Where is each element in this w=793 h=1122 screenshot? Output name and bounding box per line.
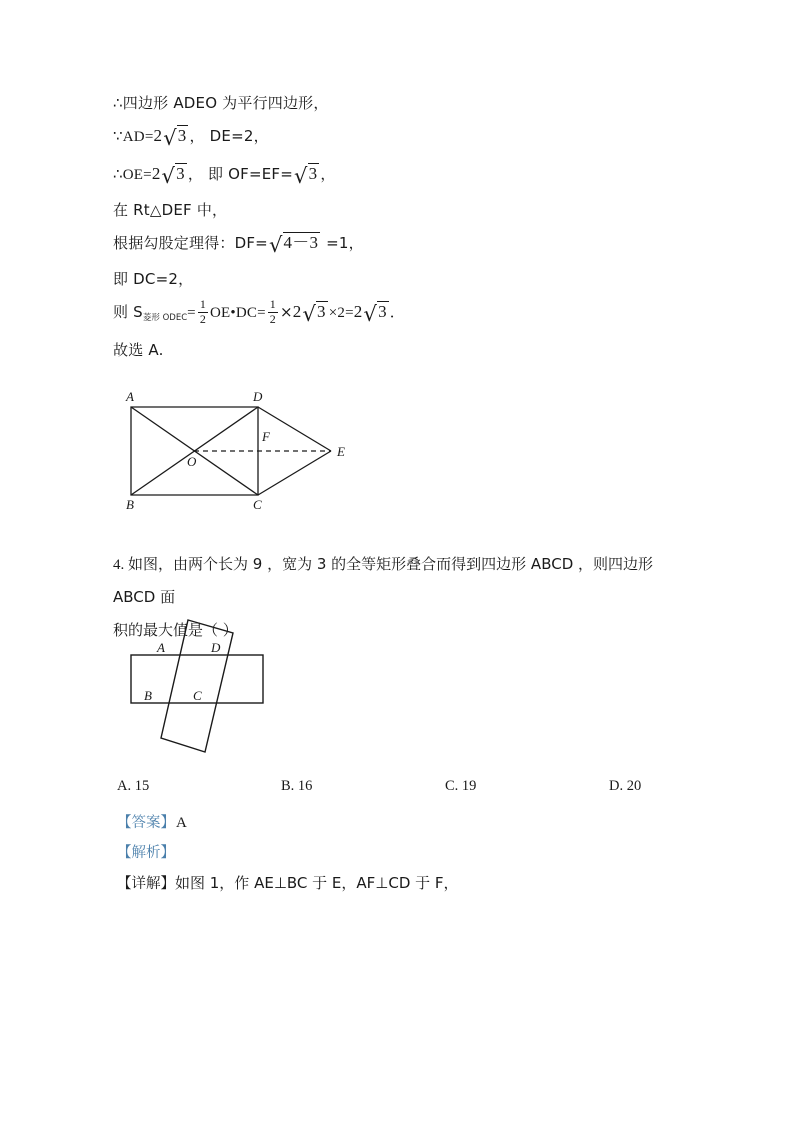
solution-text-block (113, 88, 693, 366)
radicand: 3 (177, 126, 187, 145)
figure2-label-C: C (193, 688, 202, 703)
solution-line-2-suffix: ， DE=2， (189, 127, 269, 145)
question-number: 4. (113, 557, 125, 573)
analysis-line (117, 838, 697, 868)
option-d[interactable] (609, 778, 641, 795)
therefore-symbol: ∴ (113, 94, 123, 112)
coefficient: 2 (153, 126, 163, 145)
option-b-key: B. (281, 778, 295, 794)
coefficient-3: 2 (292, 302, 302, 321)
fraction-numerator: 1 (269, 297, 276, 312)
figure-1-svg (113, 390, 363, 510)
because-symbol: ∵ (113, 127, 123, 145)
radicand: 3 (308, 164, 318, 183)
solution-line-4-text: 在 Rt△DEF 中， (113, 201, 228, 219)
figure2-label-B: B (144, 688, 152, 703)
solution-line-3-middle: ， 即 OF=EF= (187, 165, 294, 183)
tilted-rectangle (161, 620, 233, 752)
segment-ce (258, 451, 331, 495)
sqrt-expression-2 (162, 161, 187, 195)
radical-sign: √ (363, 302, 378, 326)
option-d-value: 20 (626, 778, 642, 794)
radical-sign: √ (268, 233, 283, 257)
radicand: 4－3 (283, 233, 319, 252)
question-text-line-2: 积的最大值是（ ） (113, 621, 238, 639)
figure-rectangle-abcd-triangle-dce (113, 390, 363, 510)
coefficient-4: 2 (353, 302, 363, 321)
fraction-one-half-2 (268, 298, 278, 327)
solution-line-1-text: 四边形 ADEO 为平行四边形， (122, 94, 329, 112)
figure2-label-D: D (211, 640, 221, 655)
detail-text: 如图 1，作 AE⊥BC 于 E，AF⊥CD 于 F， (175, 874, 459, 892)
solution-line-5-prefix: 根据勾股定理得：DF= (113, 234, 268, 252)
solution-line-3-prefix: OE= (122, 167, 152, 183)
fraction-one-half-1 (198, 298, 208, 327)
solution-line-1 (113, 88, 693, 119)
answer-line (117, 808, 697, 838)
option-b[interactable] (281, 778, 312, 795)
solution-line-8-conclusion (113, 335, 693, 366)
detail-line (117, 868, 697, 899)
option-d-key: D. (609, 778, 624, 794)
solution-line-5-suffix: =1， (321, 234, 364, 252)
area-formula-tail: ． (389, 303, 405, 321)
solution-line-2 (113, 119, 693, 157)
radicand: 3 (317, 302, 326, 321)
radicand: 3 (176, 164, 185, 183)
therefore-symbol-2: ∴ (113, 165, 123, 183)
answer-value: A (176, 815, 187, 831)
solution-line-7-area-formula (113, 295, 693, 335)
conclusion-text: 故选 A. (113, 341, 164, 359)
radical-sign: √ (161, 164, 176, 188)
option-a[interactable] (117, 778, 149, 795)
figure1-label-E: E (337, 444, 345, 459)
option-a-value: 15 (134, 778, 150, 794)
area-formula-subscript: 菱形 ODEC (142, 313, 188, 323)
radicand: 3 (378, 302, 387, 321)
analysis-tag: 【解析】 (117, 845, 175, 861)
option-c[interactable] (445, 778, 476, 795)
figure1-label-O: O (187, 454, 197, 469)
sqrt-expression-6 (363, 299, 388, 333)
question-text-line-1: 如图，由两个长为 9 ，宽为 3 的全等矩形叠合而得到四边形 ABCD ，则四边形 ABCD 面 (113, 555, 654, 606)
radical-sign: √ (302, 302, 317, 326)
area-formula-lead: 则 S (113, 303, 143, 321)
area-formula-mid-1: OE•DC= (210, 305, 266, 321)
solution-line-2-prefix: AD= (122, 129, 154, 145)
fraction-denominator: 2 (199, 311, 207, 326)
solution-line-6 (113, 264, 693, 295)
sqrt-expression (163, 123, 188, 157)
figure1-label-C: C (253, 497, 262, 510)
figure2-label-A: A (157, 640, 165, 655)
option-c-key: C. (445, 778, 459, 794)
question-line-1 (113, 548, 693, 614)
figure-two-overlapping-rectangles (120, 612, 285, 760)
fraction-denominator: 2 (269, 311, 276, 326)
figure1-label-A: A (126, 390, 134, 404)
equals-sign-1: = (187, 305, 196, 321)
option-b-value: 16 (297, 778, 313, 794)
radical-sign: √ (163, 126, 177, 150)
figure-2-svg (120, 612, 285, 760)
solution-line-6-text: 即 DC=2， (113, 270, 194, 288)
answer-analysis-block (117, 808, 697, 899)
detail-tag: 【详解】 (117, 876, 175, 892)
sqrt-expression-3 (294, 161, 319, 195)
sqrt-expression-4 (269, 230, 320, 264)
radical-sign: √ (294, 164, 308, 188)
solution-line-5 (113, 226, 693, 264)
figure1-label-B: B (126, 497, 134, 510)
sqrt-expression-5 (302, 299, 327, 333)
coefficient-2: 2 (151, 164, 161, 183)
solution-line-3 (113, 157, 693, 195)
solution-line-4 (113, 195, 693, 226)
figure1-label-F: F (262, 429, 270, 444)
figure1-label-D: D (253, 390, 263, 404)
area-formula-mid-3: ×2= (328, 305, 354, 321)
times-sign-1: × (279, 303, 293, 321)
option-a-key: A. (117, 778, 132, 794)
solution-line-3-suffix: ， (320, 165, 336, 183)
fraction-numerator: 1 (199, 297, 207, 312)
option-c-value: 19 (461, 778, 477, 794)
answer-tag: 【答案】 (117, 815, 175, 831)
